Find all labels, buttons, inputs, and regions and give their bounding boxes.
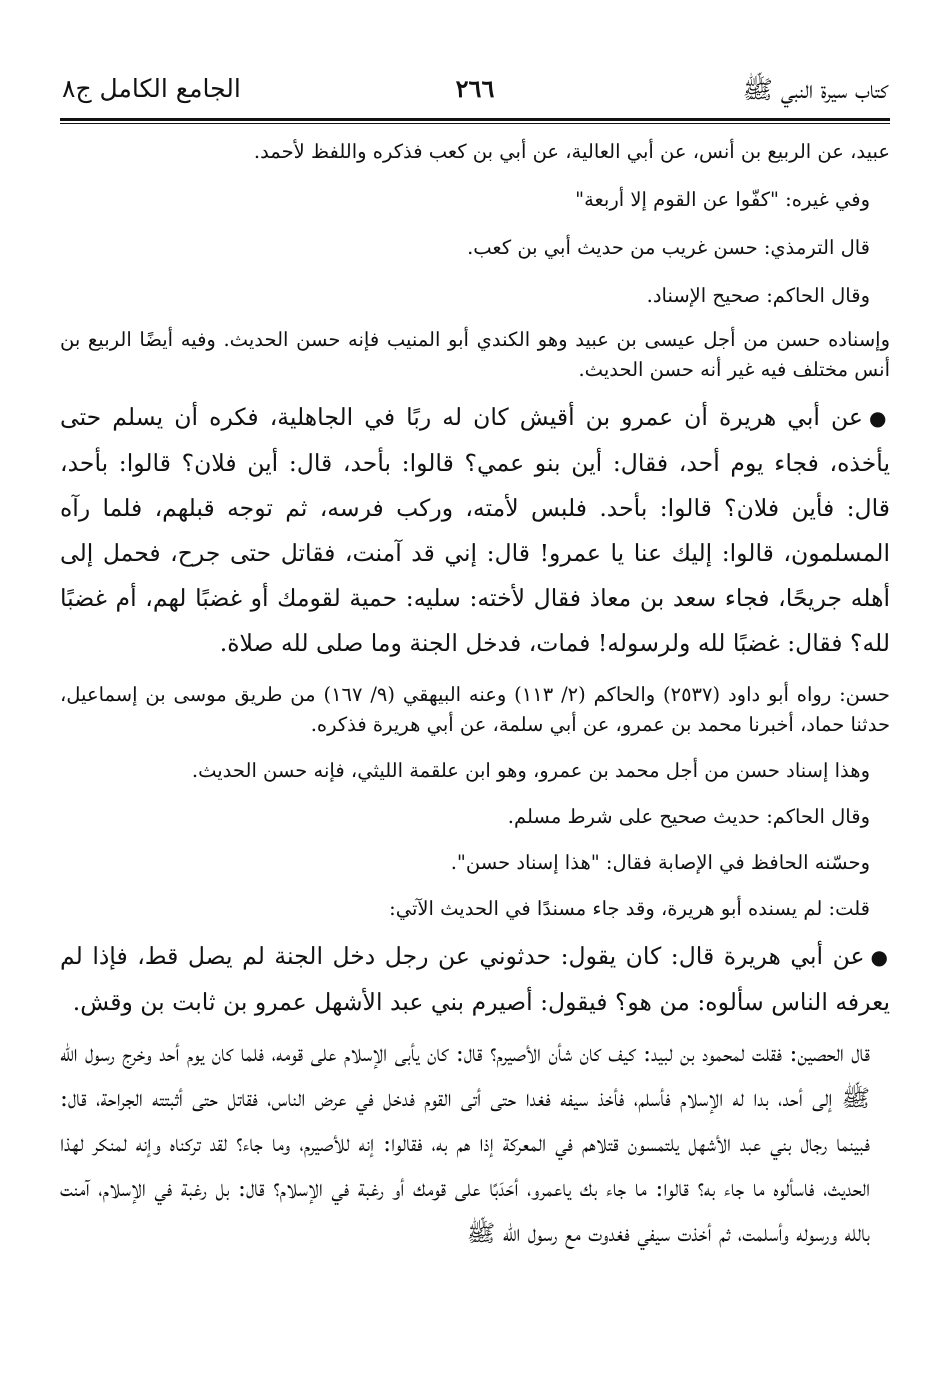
paragraph-continuation: عبيد، عن الربيع بن أنس، عن أبي العالية، عن أبي بن كعب فذكره واللفظ لأحمد. [253, 140, 890, 163]
hadith-amr-ibn-uqaysh [60, 395, 890, 666]
page-number: ٢٦٦ [455, 74, 495, 103]
paragraph-isnad-note: وإسناده حسن من أجل عيسى بن عبيد وهو الكندي أبو المنيب فإنه حسن الحديث. وفيه أيضًا الربيع بن أنس مختلف فيه غير أنه حسن الحديث. [60, 328, 890, 381]
paragraph-tirmidhi: قال الترمذي: حسن غريب من حديث أبي بن كعب. [467, 236, 870, 259]
hadith-usayrim [60, 934, 890, 1025]
book-page [60, 0, 890, 1380]
note-isnad-hasan: وهذا إسناد حسن من أجل محمد بن عمرو، وهو ابن علقمة الليثي، فإنه حسن الحديث. [191, 759, 870, 782]
hadith-text: عن أبي هريرة أن عمرو بن أقيش كان له ربًا في الجاهلية، فكره أن يسلم حتى يأخذه، فجاء يوم أحد، فقال: أين بنو عمي؟ قالوا: بأحد، قال: أين فلان؟ قالوا: بأحد، قال: فأين فلان؟ قالوا: بأحد. فلبس لأمته، وركب فرسه، ثم توجه قبلهم، فلما رآه المسلمون، قالوا: إليك عنا يا عمرو! قال: إني قد آمنت، فقاتل حتى جرح، فحمل إلى أهله جريحًا، فجاء سعد بن معاذ فقال لأخته: سليه: حمية لقومك أو غضبًا لهم، أم غضبًا لله؟ فقال: غضبًا لله ولرسوله! فمات، فدخل الجنة وما صلى لله صلاة. [60, 403, 890, 657]
note-hafiz: وحسّنه الحافظ في الإصابة فقال: "هذا إسناد حسن". [450, 851, 870, 874]
note-qultu: قلت: لم يسنده أبو هريرة، وقد جاء مسندًا في الحديث الآتي: [389, 897, 870, 920]
header-rule-thick [60, 118, 890, 121]
series-title: الجامع الكامل ج٨ [62, 74, 241, 103]
page-body [60, 132, 890, 1256]
paragraph-variant: وفي غيره: "كفّوا عن القوم إلا أربعة" [575, 188, 870, 211]
book-title: كتاب سيرة النبي ﷺ [742, 75, 888, 104]
paragraph-hakim: وقال الحاكم: صحيح الإسناد. [646, 284, 870, 307]
header-rule-thin [60, 123, 890, 124]
bullet-icon: ● [870, 945, 890, 969]
page-header [60, 70, 890, 112]
hadith-text: عن أبي هريرة قال: كان يقول: حدثوني عن رجل دخل الجنة لم يصل قط، فإذا لم يعرفه الناس سألوه: من هو؟ فيقول: أصيرم بني عبد الأشهل عمرو بن ثابت بن وقش. [60, 942, 890, 1016]
note-hakim: وقال الحاكم: حديث صحيح على شرط مسلم. [507, 805, 870, 828]
takhrij-paragraph: حسن: رواه أبو داود (٢٥٣٧) والحاكم (٢/ ١١٣) وعنه البيهقي (٩/ ١٦٧) من طريق موسى بن إسماعيل، حدثنا حماد، أخبرنا محمد بن عمرو، عن أبي سلمة، عن أبي هريرة فذكره. [60, 683, 890, 736]
paragraph-husayn-narration: قال الحصين: فقلت لمحمود بن لبيد: كيف كان شأن الأصيرم؟ قال: كان يأبى الإسلام على قومه، فلما كان يوم أحد وخرج رسول الله ﷺ إلى أحد، بدا له الإسلام فأسلم، فأخذ سيفه فغدا حتى أتى القوم فدخل في عرض الناس، فقاتل حتى أثبتته الجراحة، قال: فبينما رجال بني عبد الأشهل يلتمسون قتلاهم في المعركة إذا هم به، فقالوا: إنه للأصيرم، وما جاء؟ لقد تركناه وإنه لمنكر لهذا الحديث، فاسألوه ما جاء به؟ قالوا: ما جاء بك ياعمرو، أحَدَبًا على قومك أو رغبة في الإسلام؟ قال: بل رغبة في الإسلام، آمنت بالله ورسوله وأسلمت، ثم أخذت سيفي فغدوت مع رسول الله ﷺ [60, 1039, 870, 1247]
bullet-icon: ● [868, 406, 891, 430]
